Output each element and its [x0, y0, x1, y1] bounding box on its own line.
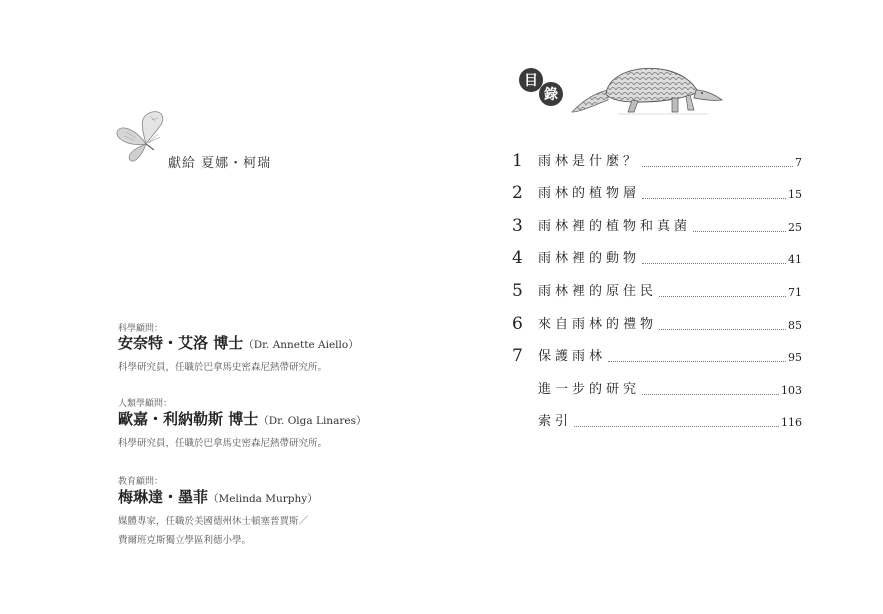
toc-item-title: 雨林是什麼？ [538, 154, 641, 169]
toc-leader-dots [574, 425, 779, 427]
advisor-desc: 科學研究員，任職於巴拿馬史密森尼熱帶研究所。 [118, 362, 328, 373]
toc-item-page: 85 [788, 319, 802, 332]
toc-leader-dots [693, 230, 786, 232]
toc-item-number: 3 [512, 216, 523, 236]
advisor-name-en: （Melinda Murphy） [208, 493, 318, 505]
advisor-name-en: （Dr. Olga Linares） [258, 415, 367, 427]
toc-item-page: 15 [788, 188, 802, 201]
advisor-role: 教育顧問： [118, 477, 164, 487]
advisor-name [118, 332, 359, 353]
toc-item[interactable] [512, 213, 802, 235]
toc-item-page: 25 [788, 221, 802, 234]
toc-item-number: 6 [512, 314, 523, 334]
toc-item[interactable] [512, 311, 802, 333]
toc-item[interactable] [512, 245, 802, 267]
toc-item[interactable] [512, 343, 802, 365]
toc-item-page: 103 [781, 384, 802, 397]
advisor-name-en: （Dr. Annette Aiello） [243, 339, 359, 351]
toc-item-number: 7 [512, 346, 523, 366]
advisor-desc: 科學研究員，任職於巴拿馬史密森尼熱帶研究所。 [118, 438, 328, 449]
toc-leader-dots [608, 360, 786, 362]
dedication: 獻給 夏娜・柯瑞 [168, 156, 272, 171]
advisor-name [118, 408, 366, 429]
pangolin-illustration [568, 60, 724, 118]
toc-item-title: 來自雨林的禮物 [538, 317, 658, 332]
toc-leader-dots [659, 328, 786, 330]
toc-item[interactable] [512, 376, 802, 398]
toc-leader-dots [642, 393, 779, 395]
toc-item[interactable] [512, 278, 802, 300]
toc-heading-badge [517, 66, 571, 110]
toc-leader-dots [642, 165, 793, 167]
toc-item[interactable] [512, 148, 802, 170]
butterfly-illustration [112, 110, 176, 164]
toc-item-title: 索引 [538, 414, 573, 429]
toc-leader-dots [659, 295, 786, 297]
toc-item-number: 4 [512, 248, 523, 268]
toc-item-number: 1 [512, 151, 523, 171]
advisor-role: 科學顧問： [118, 324, 164, 334]
toc-badge-char: 錄 [544, 87, 558, 103]
toc-item-page: 116 [781, 416, 802, 429]
toc-leader-dots [642, 197, 786, 199]
advisor-desc: 媒體專家，任職於美國德州休士頓塞普賈斯／ [118, 516, 309, 527]
toc-item-title: 保護雨林 [538, 349, 607, 364]
toc-item-number: 2 [512, 183, 523, 203]
toc-item-title: 雨林的植物層 [538, 186, 641, 201]
advisor-desc: 費爾班克斯獨立學區利德小學。 [118, 535, 252, 546]
advisor-name-zh: 安奈特・艾洛 博士 [118, 334, 244, 352]
toc-item-number: 5 [512, 281, 523, 301]
toc-leader-dots [642, 262, 786, 264]
advisor-name-zh: 歐嘉・利納勒斯 博士 [118, 410, 259, 428]
toc-item-page: 7 [795, 156, 802, 169]
toc-item-page: 41 [788, 253, 802, 266]
toc-item-page: 71 [788, 286, 802, 299]
toc-item[interactable] [512, 180, 802, 202]
advisor-role: 人類學顧問： [118, 399, 173, 409]
toc-item[interactable] [512, 408, 802, 430]
toc-item-title: 雨林裡的原住民 [538, 284, 658, 299]
toc-item-page: 95 [788, 351, 802, 364]
toc-item-title: 雨林裡的動物 [538, 251, 641, 266]
toc-item-title: 雨林裡的植物和真菌 [538, 219, 692, 234]
advisor-name [118, 486, 318, 507]
advisor-name-zh: 梅琳達・墨菲 [118, 488, 209, 506]
toc-badge-char: 目 [524, 73, 538, 89]
toc-item-title: 進一步的研究 [538, 382, 641, 397]
